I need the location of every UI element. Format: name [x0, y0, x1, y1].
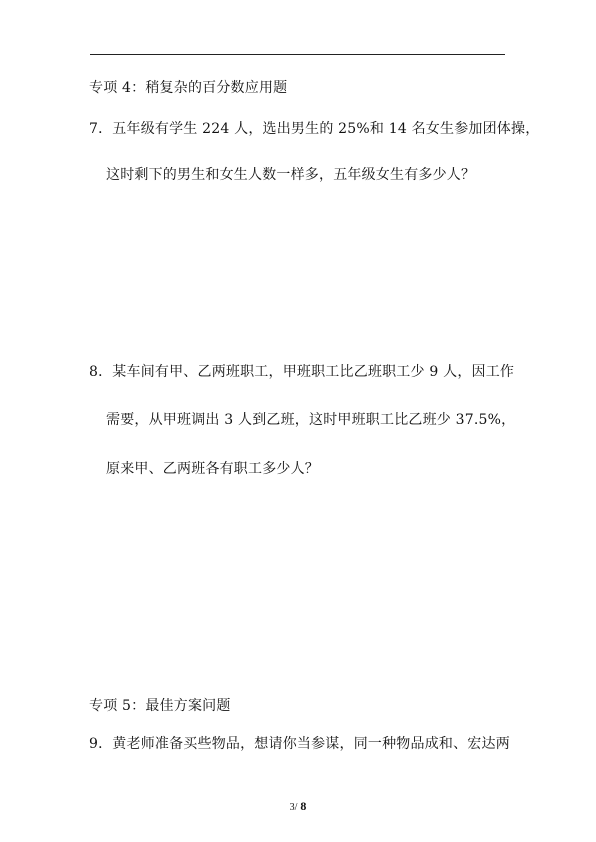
- current-page-number: 3/: [289, 802, 298, 813]
- question-8-line-3: 原来甲、乙两班各有职工多少人？: [106, 461, 319, 477]
- question-9-line-1: 9．黄老师准备买些物品，想请你当参谋，同一种物品成和、宏达两: [89, 736, 510, 752]
- total-page-count: 8: [300, 799, 307, 813]
- section-5-title: 专项 5：最佳方案问题: [89, 698, 231, 714]
- question-7-line-2: 这时剩下的男生和女生人数一样多，五年级女生有多少人？: [106, 167, 476, 183]
- header-rule: [90, 54, 505, 55]
- question-8-line-1: 8．某车间有甲、乙两班职工，甲班职工比乙班职工少 9 人，因工作: [89, 364, 515, 380]
- question-8-line-2: 需要，从甲班调出 3 人到乙班，这时甲班职工比乙班少 37.5%，: [106, 412, 516, 428]
- section-4-title: 专项 4：稍复杂的百分数应用题: [89, 80, 288, 96]
- page-number: [0, 799, 596, 815]
- question-7-line-1: 7．五年级有学生 224 人，选出男生的 25%和 14 名女生参加团体操，: [89, 121, 540, 137]
